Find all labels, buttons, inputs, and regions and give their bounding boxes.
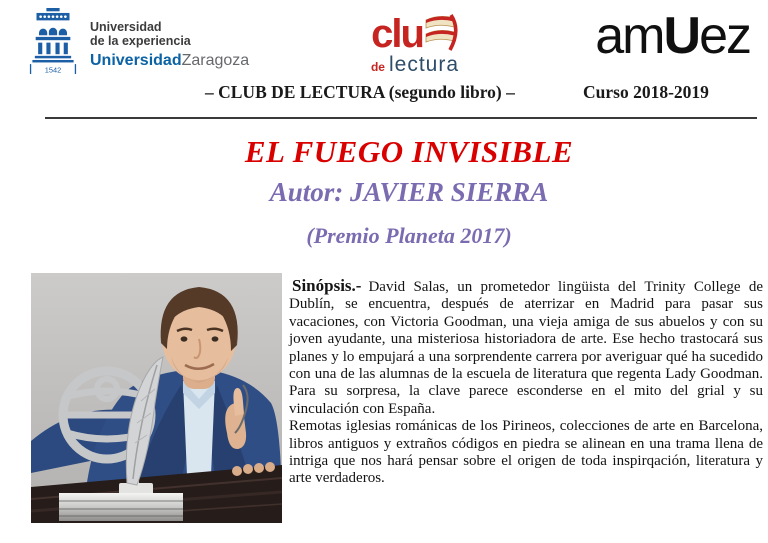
header-club-line: – CLUB DE LECTURA (segundo libro) – [205, 82, 515, 102]
eye-right [212, 336, 219, 341]
book-award: (Premio Planeta 2017) [306, 222, 512, 248]
synopsis-paragraph-2: Remotas iglesias románicas de los Pirineos, colecciones de arte en Barcelona, libros antiguos y extraños códigos en piedra se alinean en una trama llena de intriga que nos hará pensar sobre el origen de toda inspirqación, literatura y arte verdaderos. [289, 418, 763, 487]
trophy-base [59, 493, 183, 521]
book-author: Autor: JAVIER SIERRA [269, 177, 549, 208]
seal-year: 1542 [44, 65, 62, 74]
amuez-pre: am [595, 7, 664, 65]
unizar-wordmark-rest: Zaragoza [181, 51, 250, 69]
club-logo-de: de [370, 60, 385, 74]
synopsis-paragraph-1 [289, 277, 763, 418]
header-course: Curso 2018-2019 [583, 82, 709, 102]
amuez-mid: U [663, 7, 700, 65]
eye-left [181, 336, 188, 341]
unizar-wordmark-bold: Universidad [90, 51, 182, 69]
university-seal-icon [24, 8, 82, 74]
header-divider [45, 117, 757, 119]
book-stack-icon [423, 12, 459, 52]
author-photo [31, 273, 282, 523]
unizar-logo [24, 8, 249, 74]
unizar-line2: de la experiencia [90, 34, 191, 49]
synopsis-label: Sinópsis.- [292, 276, 362, 295]
club-logo-text: clu [371, 12, 423, 56]
unizar-line1: Universidad [90, 20, 162, 34]
synopsis [289, 277, 763, 488]
author-photo-illustration [31, 273, 282, 523]
unizar-wordmark [90, 52, 249, 70]
unizar-text [90, 8, 249, 70]
amuez-post: ez [699, 7, 750, 65]
amuez-logo [595, 7, 750, 65]
synopsis-text-1: David Salas, un prometedor lingüista del Trinity College de Dublín, se encuentra, después de aterrizar en Madrid para pasar sus vacaciones, con Victoria Goodman, una vieja amiga de sus abuelos y con su joven ayudante, una misteriosa historiadora de arte. Ese hecho trastocará sus planes y lo empujará a una sorprendente carrera por averiguar qué ha sucedido con una de las alumnas de la escuela de literatura que regenta Lady Goodman. Para su sorpresa, la clave parece esconderse en el mito del grial y su vinculación con España. [289, 279, 763, 417]
book-titles [48, 133, 768, 249]
book-title: EL FUEGO INVISIBLE [244, 134, 574, 169]
club-logo-lectura: lectura [388, 53, 460, 76]
club-de-lectura-logo [350, 12, 480, 75]
